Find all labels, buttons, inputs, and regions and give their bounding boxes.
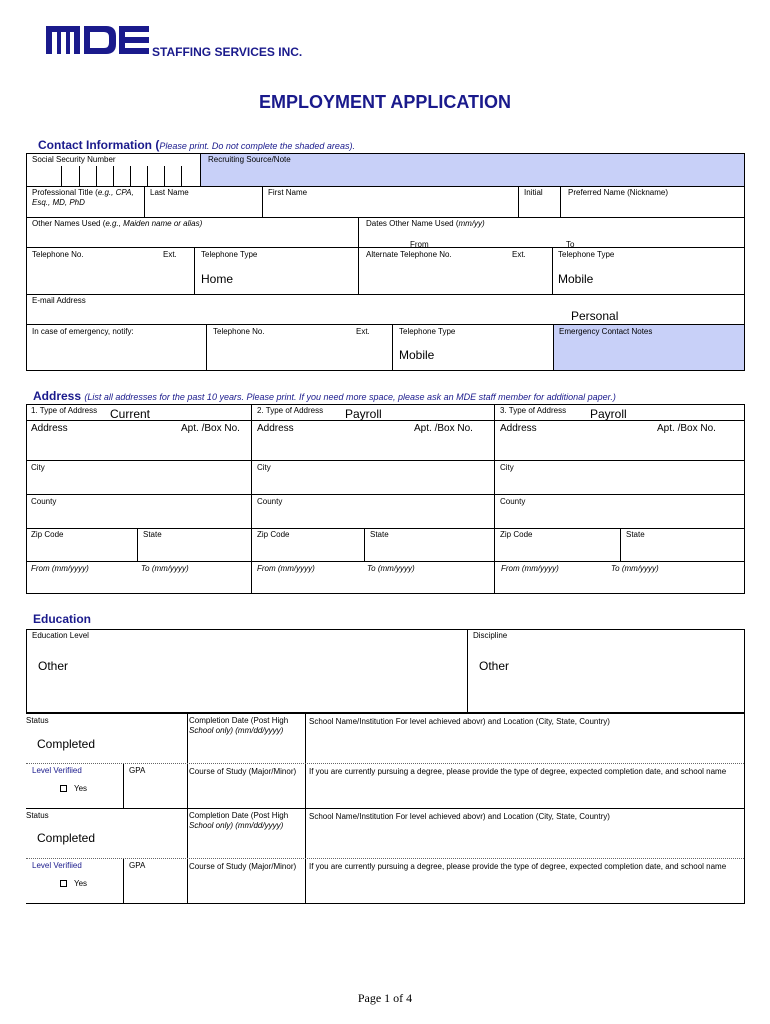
apt-label-1: Apt. /Box No. [181,423,240,434]
email-field[interactable] [28,307,568,323]
alt-telephone-label: Alternate Telephone No. [366,250,452,259]
zip-field-3[interactable] [496,541,618,560]
status-label-2: Status [26,811,49,820]
address-note: (List all addresses for the past 10 years. Please print. If you need more space, please ask an MDE staff member for additional paper.) [84,392,616,402]
gpa-field-2[interactable] [125,872,185,902]
zip-label-3: Zip Code [500,530,533,539]
prof-title-eg: e.g., CPA, [97,188,134,197]
zip-label-1: Zip Code [31,530,64,539]
course-label-1: Course of Study (Major/Minor) [189,767,297,776]
preferred-name-field[interactable] [562,199,742,216]
address-heading-text: Address [33,389,82,403]
discipline-value[interactable]: Other [479,659,510,673]
pursuing-label-1: If you are currently pursuing a degree, please provide the type of degree, expected completion date, and school name [309,767,727,776]
contact-note: Please print. Do not complete the shaded areas). [159,141,355,151]
pursuing-field-1[interactable] [307,778,743,807]
pursuing-field-2[interactable] [307,873,743,902]
gpa-field-1[interactable] [125,777,185,807]
prof-title-field[interactable] [28,206,142,216]
from-label-2: From (mm/yyyy) [257,564,315,573]
pursuing-label-2: If you are currently pursuing a degree, please provide the type of degree, expected completion date, and school name [309,862,727,871]
to-label-3: To (mm/yyyy) [611,564,659,573]
dates-other-text: Dates Other Name Used ( [366,219,459,228]
initial-field[interactable] [520,199,558,216]
completion-label-1a: Completion Date (Post High [189,716,289,725]
status-value-2[interactable]: Completed [37,831,96,845]
completion-label-2b: School only) (mm/dd/yyyy) [189,821,284,830]
address-field-2[interactable] [253,436,492,459]
address-line-label-1: Address [31,423,68,434]
city-field-1[interactable] [28,474,249,493]
status-label-1: Status [26,716,49,725]
status-value-1[interactable]: Completed [37,737,96,751]
last-name-label: Last Name [150,188,189,197]
yes-checkbox-2[interactable] [60,880,67,887]
dates-other-unit: mm/yy) [458,219,485,228]
em-notes-label: Emergency Contact Notes [559,327,653,336]
recruiting-label: Recruiting Source/Note [208,155,291,164]
prof-title-text: Professional Title ( [32,188,98,197]
em-tel-type-label: Telephone Type [399,327,456,336]
school-label-1: School Name/Institution For level achieved abovr) and Location (City, State, Country) [309,717,610,726]
state-label-2: State [370,530,389,539]
address-type-label-3: 3. Type of Address [500,406,567,415]
completion-label-2a: Completion Date (Post High [189,811,289,820]
page-number: Page 1 of 4 [357,991,413,1005]
dates-from-field[interactable] [360,230,550,240]
state-field-1[interactable] [139,541,249,560]
yes-label-2: Yes [74,879,88,888]
ssn-label: Social Security Number [32,155,116,164]
education-heading: Education [33,612,92,626]
completion-field-2[interactable] [189,833,303,857]
school-field-2[interactable] [307,825,743,857]
other-names-text: Other Names Used ( [32,219,106,228]
to-field-2[interactable] [363,575,492,593]
city-field-3[interactable] [496,474,743,493]
ext-label: Ext. [163,250,177,259]
county-field-1[interactable] [28,508,249,527]
em-telephone-label: Telephone No. [213,327,265,336]
county-label-3: County [500,497,526,506]
email-label: E-mail Address [32,296,86,305]
other-names-field[interactable] [28,230,356,246]
zip-label-2: Zip Code [257,530,290,539]
from-label-3: From (mm/yyyy) [501,564,559,573]
address-field-1[interactable] [28,436,249,459]
company-name: STAFFING SERVICES INC. [152,45,303,59]
address-type-value-2[interactable]: Payroll [345,407,382,421]
alt-telephone-field[interactable] [360,262,550,292]
address-type-label-2: 2. Type of Address [257,406,324,415]
from-field-2[interactable] [253,575,361,593]
county-label-2: County [257,497,283,506]
education-level-label: Education Level [32,631,89,640]
emergency-label: In case of emergency, notify: [32,327,134,336]
city-label-1: City [31,463,45,472]
city-field-2[interactable] [253,474,492,493]
other-names-eg: e.g., Maiden name or alias) [105,219,203,228]
dates-other-label [366,219,485,229]
course-field-1[interactable] [189,778,303,807]
first-name-field[interactable] [264,199,516,216]
apt-label-2: Apt. /Box No. [414,423,473,434]
address-type-value-3[interactable]: Payroll [590,407,627,421]
school-field-1[interactable] [307,730,743,762]
contact-heading-text: Contact Information ( [38,138,160,152]
to-label-2: To (mm/yyyy) [367,564,415,573]
city-label-2: City [257,463,271,472]
logo [46,24,150,56]
telephone-field[interactable] [28,262,192,292]
em-telephone-field[interactable] [208,339,390,369]
tel-type-label: Telephone Type [201,250,258,259]
last-name-field[interactable] [146,199,260,216]
to-field-1[interactable] [138,575,249,593]
to-field-3[interactable] [608,575,743,593]
address-field-3[interactable] [496,436,743,459]
email-type-value[interactable]: Personal [571,309,619,323]
address-type-value-1[interactable]: Current [110,407,151,421]
state-label-1: State [143,530,162,539]
other-names-label [32,219,202,229]
ssn-field[interactable] [28,166,200,186]
dates-from-label: From [410,240,429,249]
zip-field-2[interactable] [253,541,362,560]
first-name-label: First Name [268,188,308,197]
completion-label-1 [189,716,288,736]
preferred-name-label: Preferred Name (Nickname) [568,188,669,197]
dates-to-label: To [566,240,575,249]
address-line-label-2: Address [257,423,294,434]
contact-heading [38,138,355,152]
state-label-3: State [626,530,645,539]
gpa-label-2: GPA [129,861,146,870]
from-label-1: From (mm/yyyy) [31,564,89,573]
completion-field-1[interactable] [189,738,303,762]
address-heading [33,389,616,403]
completion-label-2 [189,811,288,831]
apt-label-3: Apt. /Box No. [657,423,716,434]
prof-title-label [32,188,134,198]
em-tel-type-value[interactable]: Mobile [399,348,435,362]
from-field-3[interactable] [496,575,606,593]
course-field-2[interactable] [189,873,303,902]
em-ext-label: Ext. [356,327,370,336]
yes-label-1: Yes [74,784,88,793]
discipline-label: Discipline [473,631,508,640]
state-field-2[interactable] [366,541,492,560]
gpa-label-1: GPA [129,766,146,775]
from-field-1[interactable] [28,575,136,593]
course-label-2: Course of Study (Major/Minor) [189,862,297,871]
emergency-name-field[interactable] [28,339,204,369]
education-level-value[interactable]: Other [38,659,69,673]
yes-checkbox-1[interactable] [60,785,67,792]
dates-to-field[interactable] [552,230,742,240]
to-label-1: To (mm/yyyy) [141,564,189,573]
education-level-table [26,629,745,713]
alt-tel-type-label: Telephone Type [558,250,615,259]
page-title: EMPLOYMENT APPLICATION [259,92,511,112]
city-label-3: City [500,463,514,472]
verified-label-2: Level Verifiied [32,861,82,870]
county-field-2[interactable] [253,508,492,527]
county-label-1: County [31,497,57,506]
prof-title-eg2: Esq., MD, PhD [32,198,85,207]
telephone-label: Telephone No. [32,250,84,259]
completion-label-1b: School only) (mm/dd/yyyy) [189,726,284,735]
address-type-label-1: 1. Type of Address [31,406,98,415]
zip-field-1[interactable] [28,541,135,560]
tel-type-value[interactable]: Home [201,272,234,286]
address-line-label-3: Address [500,423,537,434]
mde-logo-icon [46,24,150,56]
recruiting-field[interactable] [202,166,742,185]
alt-ext-label: Ext. [512,250,526,259]
em-notes-field[interactable] [555,339,743,369]
initial-label: Initial [524,188,543,197]
school-label-2: School Name/Institution For level achieved abovr) and Location (City, State, Country) [309,812,610,821]
state-field-3[interactable] [622,541,743,560]
verified-label-1: Level Verifiied [32,766,82,775]
alt-tel-type-value[interactable]: Mobile [558,272,594,286]
county-field-3[interactable] [496,508,743,527]
